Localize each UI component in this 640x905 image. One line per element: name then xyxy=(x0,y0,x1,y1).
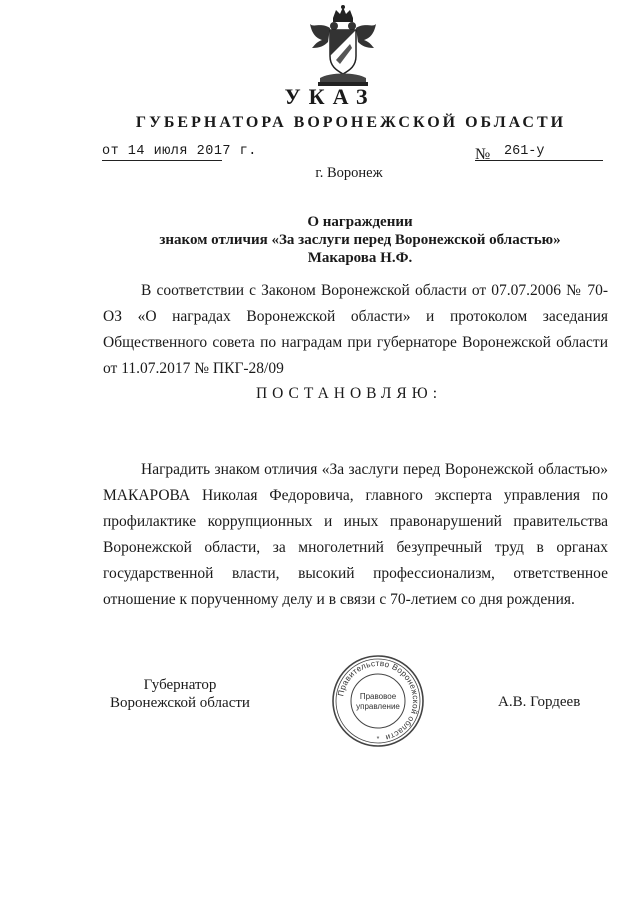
position-line-2: Воронежской области xyxy=(110,695,250,711)
coat-of-arms-icon xyxy=(306,4,380,90)
document-heading xyxy=(100,213,620,267)
signatory-position xyxy=(90,676,270,712)
heading-line-1: О награждении xyxy=(307,214,413,230)
preamble-paragraph: В соответствии с Законом Воронежской области от 07.07.2006 № 70-ОЗ «О наградах Воронежской области» и протоколом заседания Общественного совета по наградам при губернаторе Воронежской области от 11.07.2017 № ПКГ-28/09 xyxy=(103,282,608,377)
position-line-1: Губернатор xyxy=(143,677,217,693)
document-date: от 14 июля 2017 г. xyxy=(102,144,257,159)
city: г. Воронеж xyxy=(315,165,383,181)
award-paragraph: Наградить знаком отличия «За заслуги перед Воронежской областью» МАКАРОВА Николая Федоровича, главного эксперта управления по профилактике коррупционных и иных правонарушений правительства Воронежской области, за многолетний безупречный труд в органах государственной власти, высокий профессионализм, ответственное отношение к порученному делу и в связи с 70-летием со дня рождения. xyxy=(103,461,608,608)
number-label: № xyxy=(475,146,491,163)
decree-word: ПОСТАНОВЛЯЮ: xyxy=(255,385,443,402)
heading-line-2: знаком отличия «За заслуги перед Воронежской областью» xyxy=(159,232,561,248)
stamp-ring-text: Правительство Воронежской области xyxy=(336,658,421,743)
signatory-name: А.В. Гордеев xyxy=(498,694,581,710)
document-title: УКАЗ xyxy=(284,84,376,109)
document-number: 261-у xyxy=(490,144,603,161)
heading-line-3: Макарова Н.Ф. xyxy=(307,250,413,266)
stamp-mark: * xyxy=(376,736,380,743)
stamp-center-line-2: управление xyxy=(356,702,400,711)
stamp-center-line-1: Правовое xyxy=(359,692,397,701)
issuer-title: ГУБЕРНАТОРА ВОРОНЕЖСКОЙ ОБЛАСТИ xyxy=(135,114,567,131)
official-stamp xyxy=(330,653,426,749)
